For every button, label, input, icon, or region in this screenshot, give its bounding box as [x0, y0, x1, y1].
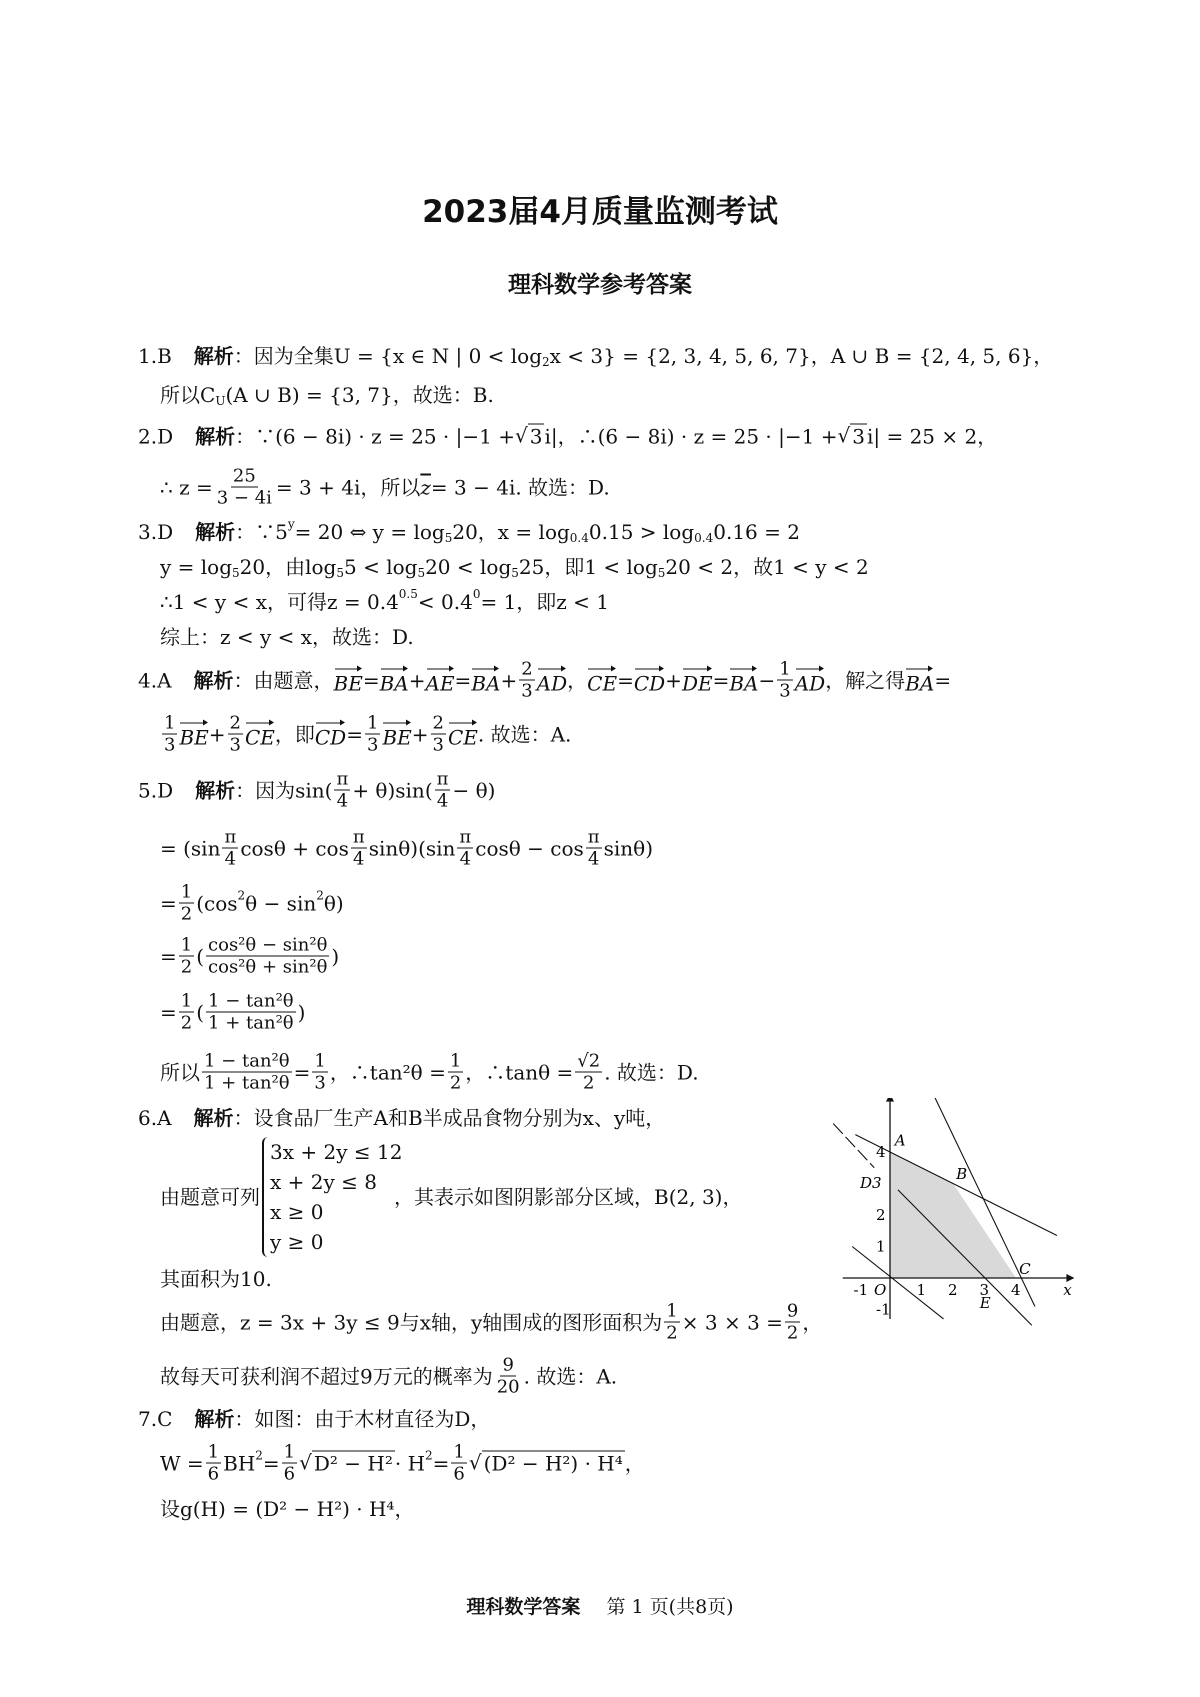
denominator: 3 [779, 680, 791, 702]
denominator: 6 [283, 1463, 296, 1485]
point-label-b: B [956, 1164, 968, 1183]
numerator: 9 [502, 1354, 514, 1376]
text-segment: ) [331, 944, 340, 968]
denominator: 2 [180, 903, 193, 925]
answer-line [160, 713, 571, 756]
point-label-d: D3 [860, 1174, 882, 1193]
y-axis-arrow-icon [886, 1098, 894, 1102]
square-root [837, 424, 866, 449]
denominator: 4 [459, 848, 472, 870]
subscript: 5 [511, 566, 519, 580]
text-segment: 20，x = log [452, 520, 570, 544]
text-segment: = [160, 944, 177, 968]
inequality-system [262, 1137, 403, 1257]
numerator: 1 [779, 658, 791, 680]
text-segment: = [160, 1000, 177, 1024]
denominator: 3 [432, 734, 444, 756]
text-segment: = [293, 1060, 311, 1084]
denominator: 3 [521, 680, 533, 702]
answer-line [138, 344, 1053, 368]
text-segment: · H [394, 1451, 426, 1475]
fraction [451, 1442, 466, 1485]
inequality: 3x + 2y ≤ 12 [270, 1140, 403, 1164]
text-segment: = 20 ⇔ y = log [294, 520, 445, 544]
text-segment: 由题意可列 [160, 1185, 260, 1209]
text-segment: y = log [160, 555, 233, 579]
text-segment: ，解之得 [825, 668, 906, 692]
radicand: (D² − H²) · H⁴ [483, 1451, 623, 1476]
superscript: y [287, 517, 295, 531]
numerator: 1 − tan²θ [208, 990, 294, 1012]
denominator: 4 [224, 848, 237, 870]
fraction [206, 1442, 221, 1485]
document-title: 2023届4月质量监测考试 [422, 194, 778, 230]
question-answer-number: 4.A [138, 668, 172, 692]
text-segment: + [411, 722, 429, 746]
fraction [282, 1442, 297, 1485]
text-segment: ：∵(6 − 8i) · z = 25 · |−1 + [235, 424, 515, 448]
vector: BE [179, 719, 208, 749]
text-segment: = [362, 668, 380, 692]
radicand: D² − H² [313, 1451, 393, 1476]
vector: CD [315, 719, 346, 749]
numerator: 2 [229, 712, 241, 734]
numerator: 1 [164, 712, 176, 734]
fraction [206, 935, 329, 978]
text-segment: sinθ)(sin [368, 836, 456, 860]
text-segment: i| = 25 × 2， [866, 424, 998, 448]
fraction [228, 713, 243, 756]
text-segment: ∴1 < y < x，可得z = 0.4 [160, 590, 399, 614]
radical-sign: √ [468, 1450, 482, 1475]
question-answer-number: 5.D [138, 778, 174, 802]
text-segment: cosθ + cos [240, 836, 349, 860]
footer-subject: 理科数学答案 [466, 1596, 581, 1618]
answer-line [138, 1106, 665, 1130]
numerator: 2 [521, 658, 533, 680]
radical-sign: √ [299, 1450, 312, 1475]
subscript: 5 [417, 566, 426, 580]
denominator: 4 [353, 848, 365, 870]
vector: BA [905, 665, 934, 695]
text-segment: θ) [323, 891, 344, 915]
text-segment: = [712, 668, 730, 692]
text-segment: 故每天可获利润不超过9万元的概率为 [160, 1364, 493, 1388]
text-segment: 5 < log [344, 555, 418, 579]
answer-line [138, 1407, 490, 1431]
text-segment: 综上：z < y < x，故选：D. [160, 625, 414, 649]
text-segment: θ − sin [245, 891, 317, 915]
numerator: 1 [283, 1441, 296, 1463]
denominator: 3 − 4i [216, 487, 272, 509]
x-tick-label: 2 [948, 1281, 958, 1299]
text-segment: − θ) [452, 778, 496, 802]
text-segment: W = [160, 1451, 204, 1475]
text-segment: ，即 [274, 722, 315, 746]
denominator: 2 [666, 1322, 678, 1344]
vector: BA [471, 665, 500, 695]
vector: AD [795, 665, 825, 695]
fraction [586, 827, 602, 870]
analysis-label: 解析 [195, 778, 236, 802]
analysis-label: 解析 [194, 1407, 235, 1431]
question-answer-number: 1.B [138, 344, 172, 368]
text-segment: ：因为全集U = {x ∈ N | 0 < log [233, 344, 543, 368]
text-segment: + θ)sin( [352, 778, 433, 802]
numerator: 1 [366, 712, 379, 734]
square-root [469, 1451, 625, 1476]
denominator: 6 [453, 1463, 465, 1485]
subscript: 5 [444, 531, 453, 545]
fraction [179, 935, 194, 978]
denominator: 3 [164, 734, 176, 756]
analysis-label: 解析 [193, 344, 234, 368]
fraction [777, 659, 792, 702]
numerator: 1 [207, 1441, 220, 1463]
text-segment: = 3 + 4i，所以 [275, 475, 421, 499]
question-answer-number: 2.D [138, 424, 174, 448]
text-segment: ：由题意， [233, 668, 334, 692]
vector: BA [380, 665, 409, 695]
numerator: cos²θ − sin²θ [208, 934, 328, 956]
answer-line [160, 625, 414, 649]
text-segment: i|，∴(6 − 8i) · z = 25 · |−1 + [544, 424, 838, 448]
shaded-region [890, 1152, 1016, 1278]
x-axis-label: x [1063, 1281, 1072, 1299]
subscript: 2 [542, 355, 550, 369]
fraction [495, 1355, 522, 1398]
analysis-label: 解析 [195, 424, 236, 448]
fraction [351, 827, 367, 870]
x-tick-label: -1 [853, 1281, 869, 1299]
numerator: 25 [232, 465, 256, 487]
text-segment: 0.15 > log [588, 520, 695, 544]
text-segment: ∴ z = [160, 475, 213, 499]
superscript: 2 [237, 888, 246, 902]
fraction [202, 1051, 292, 1094]
numerator: 1 [314, 1050, 326, 1072]
y-tick-label: -1 [876, 1300, 891, 1319]
text-segment: 0.16 = 2 [713, 520, 800, 544]
text-segment: (A ∪ B) = {3, 7}，故选：B. [225, 383, 494, 407]
text-segment: . 故选：A. [523, 1364, 618, 1388]
fraction [575, 1051, 602, 1094]
denominator: 4 [436, 790, 449, 812]
square-root [299, 1451, 395, 1476]
conjugate: $\overline{z}$ [420, 475, 431, 499]
subscript: 5 [657, 566, 666, 580]
answer-line [160, 555, 869, 579]
numerator: 1 − tan²θ [204, 1050, 290, 1072]
denominator: 2 [583, 1072, 595, 1094]
fraction [365, 713, 380, 756]
fraction [664, 1301, 679, 1344]
point-label-c: C [1019, 1260, 1031, 1279]
denominator: 2 [786, 1322, 799, 1344]
denominator: 2 [449, 1072, 462, 1094]
numerator: 1 [180, 990, 193, 1012]
vector: CE [587, 665, 617, 695]
fraction [519, 659, 534, 702]
vector: CE [448, 719, 478, 749]
text-segment: = (sin [160, 836, 221, 860]
vector: BE [334, 665, 363, 695]
text-segment: BH [223, 1451, 256, 1475]
answer-line [160, 935, 339, 978]
origin-label: O [874, 1281, 887, 1299]
point-label-a: A [894, 1131, 906, 1150]
answer-line [160, 466, 610, 509]
numerator: 9 [786, 1300, 799, 1322]
vector: AE [426, 665, 455, 695]
numerator: π [436, 768, 449, 790]
numerator: √2 [577, 1050, 601, 1072]
answer-line [160, 383, 494, 407]
numerator: 1 [449, 1050, 462, 1072]
text-segment: 20 < log [425, 555, 512, 579]
feasible-region-graph [820, 1098, 1080, 1338]
answer-line [160, 1267, 272, 1291]
denominator: 2 [180, 1012, 193, 1034]
y-tick-label: 1 [876, 1237, 886, 1256]
analysis-label: 解析 [193, 1106, 234, 1130]
fraction [312, 1051, 327, 1094]
answer-line [138, 517, 800, 545]
text-segment: . 故选：A. [477, 722, 572, 746]
text-segment: sinθ) [603, 836, 654, 860]
numerator: 1 [453, 1441, 465, 1463]
answer-line [138, 424, 997, 449]
denominator: 4 [336, 790, 349, 812]
text-segment: x < 3} = {2, 3, 4, 5, 6, 7}，A ∪ B = {2, 4, 5, 6}， [549, 344, 1054, 368]
y-tick-label: 2 [876, 1206, 886, 1224]
text-segment: + [500, 668, 518, 692]
superscript: 2 [255, 1448, 263, 1462]
vector: BE [382, 719, 411, 749]
fraction [435, 769, 451, 812]
denominator: 2 [180, 956, 193, 978]
numerator: π [336, 768, 349, 790]
numerator: 1 [180, 934, 193, 956]
text-segment: − [758, 668, 776, 692]
superscript: 0.5 [398, 587, 418, 601]
inequality: x + 2y ≤ 8 [270, 1170, 377, 1194]
fraction [179, 991, 194, 1034]
numerator: π [587, 826, 600, 848]
numerator: 1 [180, 881, 193, 903]
subscript: U [215, 394, 226, 408]
text-segment: 所以C [160, 383, 216, 407]
text-segment: = [617, 668, 634, 692]
text-segment: 25，即1 < log [518, 555, 658, 579]
numerator: π [459, 826, 472, 848]
answer-line [138, 659, 951, 702]
radical-sign: √ [837, 423, 851, 448]
text-segment: ) [297, 1000, 306, 1024]
text-segment: 所以 [160, 1060, 200, 1084]
text-segment: 由题意，z = 3x + 3y ≤ 9与x轴，y轴围成的图形面积为 [160, 1310, 663, 1334]
question-answer-number: 3.D [138, 520, 174, 544]
x-tick-label: 4 [1011, 1281, 1021, 1299]
text-segment: ：因为sin( [235, 778, 333, 802]
denominator: 4 [587, 848, 600, 870]
answer-line [160, 827, 653, 870]
subscript: 0.4 [569, 531, 589, 545]
subscript: 0.4 [694, 531, 714, 545]
fraction [334, 769, 350, 812]
fraction [457, 827, 473, 870]
question-answer-number: 7.C [138, 1407, 173, 1431]
text-segment: 其面积为10. [160, 1267, 272, 1291]
text-segment: . 故选：D. [604, 1060, 699, 1084]
text-segment: = [346, 722, 363, 746]
text-segment: ，∴tanθ = [465, 1060, 574, 1084]
superscript: 0 [472, 587, 481, 601]
vector: BA [729, 665, 758, 695]
page-footer [0, 1592, 1200, 1619]
text-segment: ，其表示如图阴影部分区域，B(2, 3)， [394, 1185, 743, 1209]
fraction [162, 713, 177, 756]
subscript: 5 [232, 566, 240, 580]
vector: CD [634, 665, 665, 695]
text-segment: ：设食品厂生产A和B半成品食物分别为x、y吨， [233, 1106, 666, 1130]
numerator: 2 [432, 712, 444, 734]
answer-line [138, 769, 495, 812]
fraction [215, 466, 274, 509]
superscript: 2 [425, 1448, 433, 1462]
radicand: 3 [852, 424, 865, 449]
answer-line [160, 1051, 699, 1094]
text-segment: (cos [196, 891, 238, 915]
text-segment: ：∵5 [235, 520, 288, 544]
answer-line [160, 1301, 822, 1344]
denominator: 6 [207, 1463, 220, 1485]
inequality: y ≥ 0 [270, 1230, 324, 1254]
denominator: 3 [366, 734, 379, 756]
text-segment: 20，由log [239, 555, 337, 579]
x-tick-label: 3 [979, 1281, 990, 1299]
vector: CE [245, 719, 275, 749]
radicand: 3 [529, 424, 543, 449]
vector: AD [537, 665, 567, 695]
text-segment: ( [196, 1000, 205, 1024]
text-segment: = [262, 1451, 280, 1475]
text-segment: < 0.4 [417, 590, 473, 614]
analysis-label: 解析 [195, 520, 236, 544]
fraction [179, 882, 194, 925]
x-tick-label: 1 [916, 1281, 927, 1299]
analysis-label: 解析 [193, 668, 234, 692]
denominator: 3 [314, 1072, 326, 1094]
fraction [431, 713, 446, 756]
text-segment: ：如图：由于木材直径为D， [234, 1407, 491, 1431]
text-segment: = [454, 668, 472, 692]
radical-sign: √ [515, 423, 528, 448]
answer-line [160, 1137, 742, 1257]
denominator: cos²θ + sin²θ [208, 956, 328, 978]
numerator: π [352, 826, 365, 848]
square-root [515, 424, 544, 449]
text-segment: ，∴tan²θ = [329, 1060, 446, 1084]
text-segment: cosθ − cos [475, 836, 584, 860]
point-label-e: E [979, 1294, 991, 1312]
document-subtitle: 理科数学参考答案 [508, 272, 692, 298]
text-segment: = 3 − 4i. 故选：D. [430, 475, 610, 499]
text-segment: + [208, 722, 226, 746]
text-segment: = 1，即z < 1 [480, 590, 610, 614]
fraction [206, 991, 296, 1034]
answer-line [160, 1497, 414, 1521]
denominator: 3 [229, 734, 241, 756]
denominator: 1 + tan²θ [208, 1012, 294, 1034]
text-segment: + [408, 668, 426, 692]
text-segment: 20 < 2，故1 < y < 2 [665, 555, 869, 579]
answer-line [160, 1355, 617, 1398]
text-segment: ， [624, 1451, 645, 1475]
vector: DE [682, 665, 713, 695]
footer-page-number: 第 1 页(共8页) [606, 1596, 734, 1618]
text-segment: = [160, 891, 177, 915]
numerator: 1 [666, 1300, 678, 1322]
inequality: x ≥ 0 [270, 1200, 324, 1224]
text-segment: + [665, 668, 682, 692]
text-segment: = [432, 1451, 450, 1475]
answer-line [160, 1442, 645, 1485]
fraction [448, 1051, 463, 1094]
fraction [222, 827, 238, 870]
fraction [785, 1301, 800, 1344]
line-dashed [833, 1124, 874, 1168]
answer-line [160, 882, 344, 925]
question-answer-number: 6.A [138, 1106, 172, 1130]
denominator: 1 + tan²θ [204, 1072, 290, 1094]
text-segment: = [934, 668, 952, 692]
text-segment: × 3 × 3 = [681, 1310, 783, 1334]
denominator: 20 [496, 1376, 520, 1398]
numerator: π [224, 826, 237, 848]
text-segment: ， [567, 668, 588, 692]
y-tick-label: 4 [876, 1143, 886, 1161]
text-segment: ( [196, 944, 205, 968]
text-segment: ， [802, 1310, 823, 1334]
subscript: 5 [336, 566, 344, 580]
superscript: 2 [316, 888, 324, 902]
answer-line [160, 991, 305, 1034]
text-segment: 设g(H) = (D² − H²) · H⁴， [160, 1497, 415, 1521]
answer-line [160, 587, 610, 614]
